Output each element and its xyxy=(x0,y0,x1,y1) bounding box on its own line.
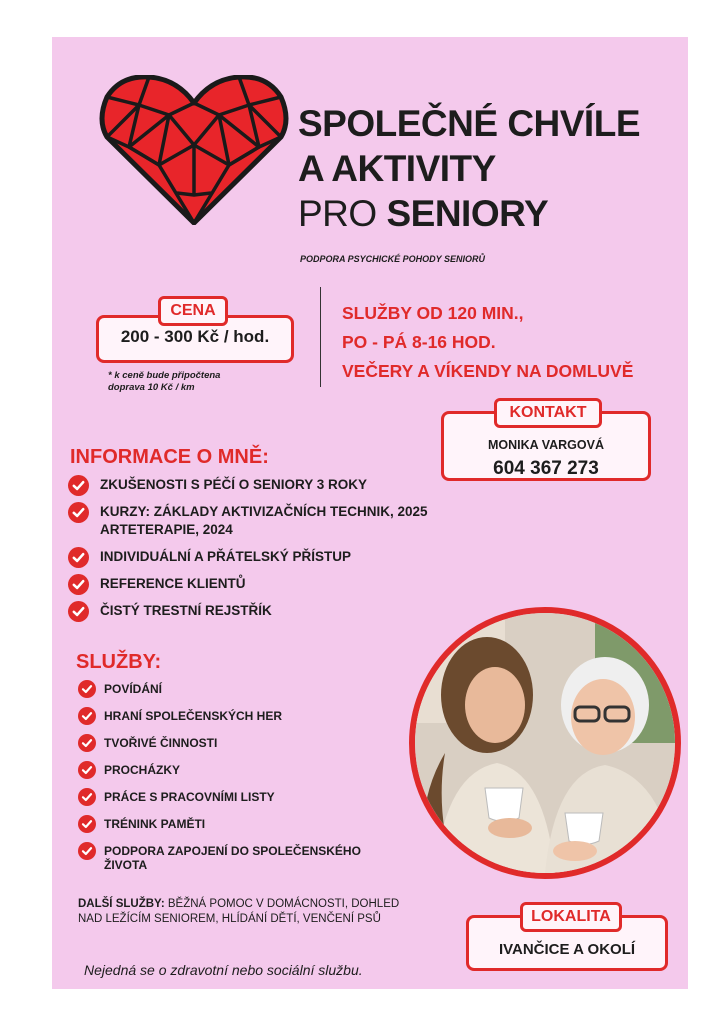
contact-tab: KONTAKT xyxy=(494,398,602,428)
photo-illustration xyxy=(415,613,675,873)
extra-text: BĚŽNÁ POMOC V DOMÁCNOSTI, DOHLED NAD LEŽÍCÍM SENIOREM, HLÍDÁNÍ DĚTÍ, VENČENÍ PSŮ xyxy=(78,898,400,925)
check-circle-icon xyxy=(78,761,96,779)
title-line-3-prefix: PRO xyxy=(298,193,377,234)
extra-label: DALŠÍ SLUŽBY: xyxy=(78,898,165,910)
service-item-label: PODPORA ZAPOJENÍ DO SPOLEČENSKÉHO ŽIVOTA xyxy=(104,844,361,872)
list-item xyxy=(78,763,378,777)
hours-line-2: PO - PÁ 8-16 HOD. xyxy=(342,332,496,352)
location-value: IVANČICE A OKOLÍ xyxy=(498,941,636,958)
title-line-3 xyxy=(298,191,640,236)
service-item-label: POVÍDÁNÍ xyxy=(104,682,163,696)
info-item-label: KURZY: ZÁKLADY AKTIVIZAČNÍCH TECHNIK, 2025 ARTETERAPIE, 2024 xyxy=(100,504,428,537)
title-line-3-bold: SENIORY xyxy=(386,193,549,234)
contact-phone[interactable]: 604 367 273 xyxy=(493,458,599,479)
list-item xyxy=(68,602,498,620)
title-line-2: A AKTIVITY xyxy=(298,148,496,189)
title-line-1: SPOLEČNÉ CHVÍLE xyxy=(298,103,640,144)
list-item xyxy=(78,709,378,723)
check-circle-icon xyxy=(78,707,96,725)
list-item xyxy=(78,736,378,750)
price-note: * k ceně bude připočtena doprava 10 Kč / km xyxy=(108,370,221,393)
check-circle-icon xyxy=(78,680,96,698)
info-item-label: INDIVIDUÁLNÍ A PŘÁTELSKÝ PŘÍSTUP xyxy=(100,549,352,564)
info-item-label: ČISTÝ TRESTNÍ REJSTŘÍK xyxy=(100,603,272,618)
list-item xyxy=(78,817,378,831)
hours-line-1: SLUŽBY OD 120 MIN., xyxy=(342,303,524,323)
list-item xyxy=(78,682,378,696)
check-circle-icon xyxy=(78,734,96,752)
list-item xyxy=(78,844,378,872)
list-item xyxy=(68,476,498,494)
check-circle-icon xyxy=(68,547,89,568)
info-list xyxy=(68,476,498,629)
list-item xyxy=(68,503,498,539)
service-item-label: TRÉNINK PAMĚTI xyxy=(104,817,206,831)
service-item-label: PRÁCE S PRACOVNÍMI LISTY xyxy=(104,790,275,804)
check-circle-icon xyxy=(68,502,89,523)
info-heading: INFORMACE O MNĚ: xyxy=(70,446,269,468)
page-title xyxy=(298,101,640,236)
footer-disclaimer: Nejedná se o zdravotní nebo sociální službu. xyxy=(84,962,363,978)
check-circle-icon xyxy=(68,475,89,496)
seniors-photo xyxy=(409,607,681,879)
extra-services xyxy=(78,897,408,927)
services-heading: SLUŽBY: xyxy=(76,651,162,673)
geometric-heart-icon xyxy=(99,75,289,225)
list-item xyxy=(78,790,378,804)
contact-name: MONIKA VARGOVÁ xyxy=(488,438,604,452)
check-circle-icon xyxy=(78,815,96,833)
service-hours xyxy=(342,299,633,386)
info-item-label: ZKUŠENOSTI S PÉČÍ O SENIORY 3 ROKY xyxy=(100,477,368,492)
hours-line-3: VEČERY A VÍKENDY NA DOMLUVĚ xyxy=(342,361,634,381)
divider xyxy=(320,287,321,387)
check-circle-icon xyxy=(78,842,96,860)
service-item-label: TVOŘIVÉ ČINNOSTI xyxy=(104,736,218,750)
list-item xyxy=(68,548,498,566)
service-item-label: HRANÍ SPOLEČENSKÝCH HER xyxy=(104,709,283,723)
info-item-label: REFERENCE KLIENTŮ xyxy=(100,576,246,591)
location-tab: LOKALITA xyxy=(520,902,622,932)
subtitle: PODPORA PSYCHICKÉ POHODY SENIORŮ xyxy=(300,254,486,264)
service-item-label: PROCHÁZKY xyxy=(104,763,181,777)
price-tab: CENA xyxy=(158,296,228,326)
services-list xyxy=(78,682,378,885)
check-circle-icon xyxy=(78,788,96,806)
check-circle-icon xyxy=(68,601,89,622)
price-value: 200 - 300 Kč / hod. xyxy=(120,327,270,346)
poster xyxy=(52,37,688,989)
check-circle-icon xyxy=(68,574,89,595)
list-item xyxy=(68,575,498,593)
